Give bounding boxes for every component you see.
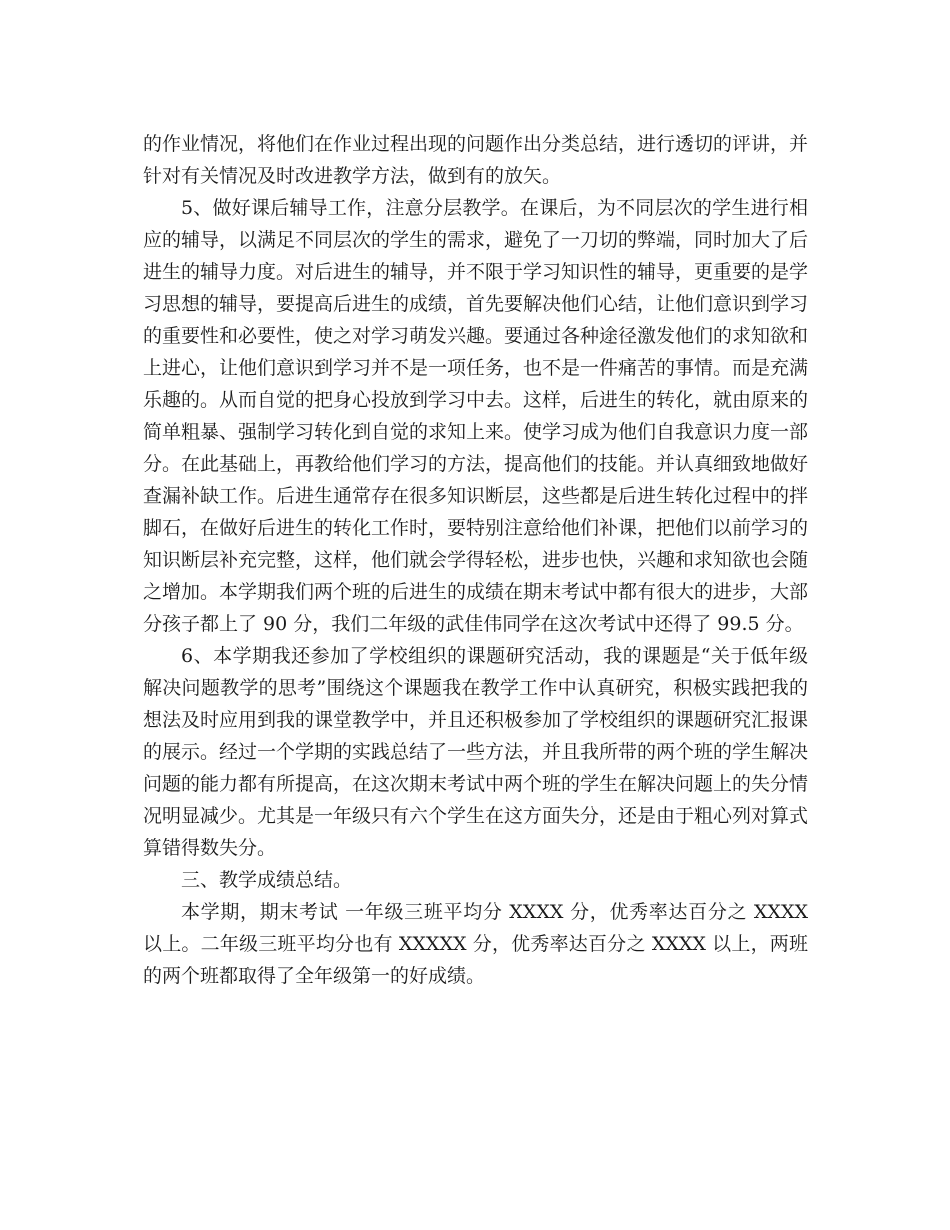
document-body bbox=[143, 128, 808, 992]
paragraph-results: 本学期，期末考试 一年级三班平均分 XXXX 分，优秀率达百分之 XXXX 以上。二年级三班平均分也有 XXXXX 分，优秀率达百分之 XXXX 以上，两班的两个班都取得了全年级第一的好成绩。 bbox=[143, 901, 808, 987]
paragraph-research: 6、本学期我还参加了学校组织的课题研究活动，我的课题是“关于低年级解决问题教学的思考”围绕这个课题我在教学工作中认真研究，积极实践把我的想法及时应用到我的课堂教学中，并且还积极参加了学校组织的课题研究汇报课的展示。经过一个学期的实践总结了一些方法，并且我所带的两个班的学生解决问题的能力都有所提高，在这次期末考试中两个班的学生在解决问题上的失分情况明显减少。尤其是一年级只有六个学生在这方面失分，还是由于粗心列对算式算错得数失分。 bbox=[143, 645, 809, 859]
section-heading-results: 三、教学成绩总结。 bbox=[181, 869, 353, 891]
paragraph-tutoring: 5、做好课后辅导工作，注意分层教学。在课后，为不同层次的学生进行相应的辅导，以满足不同层次的学生的需求，避免了一刀切的弊端，同时加大了后进生的辅导力度。对后进生的辅导，并不限于学习知识性的辅导，更重要的是学习思想的辅导，要提高后进生的成绩，首先要解决他们心结，让他们意识到学习的重要性和必要性，使之对学习萌发兴趣。要通过各种途径激发他们的求知欲和上进心，让他们意识到学习并不是一项任务，也不是一件痛苦的事情。而是充满乐趣的。从而自觉的把身心投放到学习中去。这样，后进生的转化，就由原来的简单粗暴、强制学习转化到自觉的求知上来。使学习成为他们自我意识力度一部分。在此基础上，再教给他们学习的方法，提高他们的技能。并认真细致地做好查漏补缺工作。后进生通常存在很多知识断层，这些都是后进生转化过程中的拌脚石，在做好后进生的转化工作时，要特别注意给他们补课，把他们以前学习的知识断层补充完整，这样，他们就会学得轻松，进步也快，兴趣和求知欲也会随之增加。本学期我们两个班的后进生的成绩在期末考试中都有很大的进步，大部分孩子都上了 90 分，我们二年级的武佳伟同学在这次考试中还得了 99.5 分。 bbox=[143, 197, 809, 635]
paragraph-homework-review: 的作业情况，将他们在作业过程出现的问题作出分类总结，进行透切的评讲，并针对有关情况及时改进教学方法，做到有的放矢。 bbox=[143, 133, 809, 187]
